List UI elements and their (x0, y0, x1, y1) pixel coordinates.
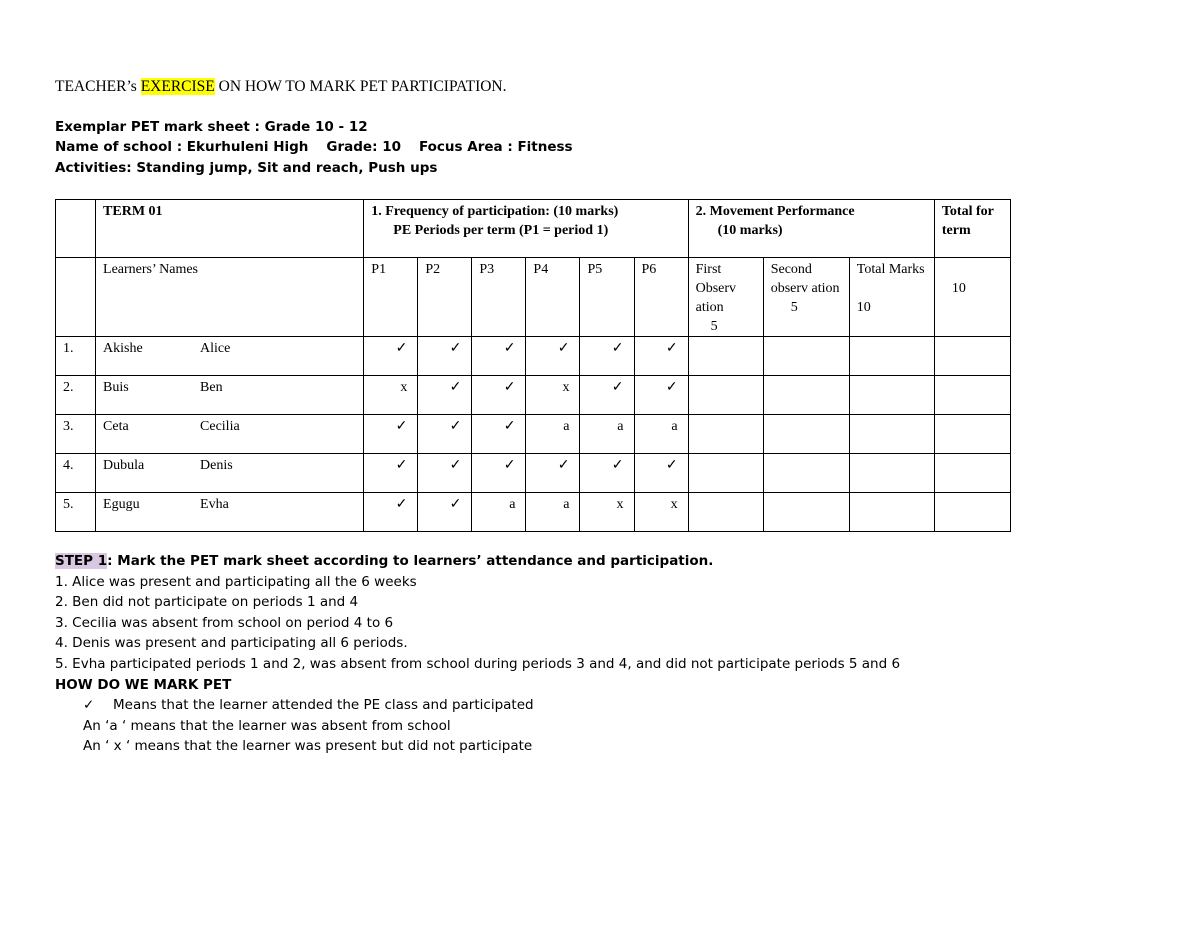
participation-mark-p6[interactable]: ✓ (634, 376, 688, 415)
participation-mark-p2[interactable]: ✓ (418, 337, 472, 376)
participation-mark-p5[interactable]: ✓ (580, 376, 634, 415)
first-observation-cell[interactable] (688, 493, 763, 532)
instruction-item: 5. Evha participated periods 1 and 2, was absent from school during periods 3 and 4, and did not participate periods 5 and 6 (55, 655, 901, 672)
participation-mark-p6[interactable]: x (634, 493, 688, 532)
total-marks-cell[interactable] (849, 415, 934, 454)
second-observation-cell[interactable] (763, 376, 849, 415)
period-header-p1: P1 (364, 258, 418, 337)
total-marks-header: Total Marks 10 (849, 258, 934, 337)
instruction-item: 3. Cecilia was absent from school on period 4 to 6 (55, 614, 394, 631)
learner-name: Ceta Cecilia (96, 415, 364, 454)
term-total-cell[interactable] (934, 493, 1010, 532)
participation-mark-p3[interactable]: ✓ (472, 454, 526, 493)
participation-mark-p3[interactable]: ✓ (472, 376, 526, 415)
tick-legend-line: ✓ Means that the learner attended the PE class and participated (55, 695, 900, 716)
participation-mark-p6[interactable]: ✓ (634, 454, 688, 493)
participation-mark-p5[interactable]: a (580, 415, 634, 454)
participation-mark-p5[interactable]: ✓ (580, 454, 634, 493)
instruction-item: 1. Alice was present and participating all the 6 weeks (55, 573, 417, 590)
second-observation-cell[interactable] (763, 454, 849, 493)
table-row (56, 493, 1011, 532)
total-for-term-header: Total for term (934, 200, 1010, 258)
first-observation-cell[interactable] (688, 337, 763, 376)
page-title (55, 78, 507, 96)
participation-mark-p3[interactable]: ✓ (472, 337, 526, 376)
participation-mark-p2[interactable]: ✓ (418, 493, 472, 532)
second-observation-header: Second observ ation 5 (763, 258, 849, 337)
participation-mark-p4[interactable]: ✓ (526, 454, 580, 493)
title-prefix: TEACHER’s (55, 78, 141, 95)
pet-mark-sheet-table (55, 199, 1011, 532)
period-header-p4: P4 (526, 258, 580, 337)
participation-mark-p2[interactable]: ✓ (418, 415, 472, 454)
learner-name: Buis Ben (96, 376, 364, 415)
table-row (56, 376, 1011, 415)
term-total-cell[interactable] (934, 376, 1010, 415)
participation-mark-p5[interactable]: ✓ (580, 337, 634, 376)
total-marks-cell[interactable] (849, 376, 934, 415)
instructions-section (55, 551, 900, 757)
term-total-cell[interactable] (934, 415, 1010, 454)
learner-name: Akishe Alice (96, 337, 364, 376)
learner-name: Dubula Denis (96, 454, 364, 493)
participation-mark-p3[interactable]: a (472, 493, 526, 532)
table-row (56, 454, 1011, 493)
learner-name: Egugu Evha (96, 493, 364, 532)
term-total-value: 10 (934, 258, 1010, 337)
participation-mark-p1[interactable]: x (364, 376, 418, 415)
total-marks-cell[interactable] (849, 493, 934, 532)
participation-mark-p4[interactable]: a (526, 415, 580, 454)
school-name: Name of school : Ekurhuleni High (55, 139, 309, 155)
participation-mark-p4[interactable]: x (526, 376, 580, 415)
grade-label: Grade: 10 (326, 139, 401, 155)
learner-number: 2. (56, 376, 96, 415)
focus-area: Focus Area : Fitness (418, 139, 573, 155)
instruction-item: 2. Ben did not participate on periods 1 and 4 (55, 594, 359, 611)
period-header-p5: P5 (580, 258, 634, 337)
table-header-row (56, 200, 1011, 258)
first-observation-cell[interactable] (688, 454, 763, 493)
frequency-header: 1. Frequency of participation: (10 marks) PE Periods per term (P1 = period 1) (364, 200, 688, 258)
term-label: TERM 01 (96, 200, 364, 258)
title-suffix: ON HOW TO MARK PET PARTICIPATION. (214, 78, 507, 95)
first-observation-cell[interactable] (688, 415, 763, 454)
learner-number: 1. (56, 337, 96, 376)
table-subheader-row (56, 258, 1011, 337)
how-to-mark-heading: HOW DO WE MARK PET (55, 676, 232, 693)
step-heading: STEP 1: Mark the PET mark sheet according to learners’ attendance and participation. (55, 553, 714, 569)
participation-mark-p1[interactable]: ✓ (364, 337, 418, 376)
participation-mark-p2[interactable]: ✓ (418, 376, 472, 415)
title-highlighted-word: EXERCISE (140, 78, 215, 95)
total-marks-cell[interactable] (849, 337, 934, 376)
learners-names-header: Learners’ Names (96, 258, 364, 337)
school-info-line (55, 139, 573, 155)
period-header-p3: P3 (472, 258, 526, 337)
participation-mark-p3[interactable]: ✓ (472, 415, 526, 454)
not-participating-legend-line: An ‘ x ‘ means that the learner was present but did not participate (83, 738, 533, 755)
mark-sheet-subtitle: Exemplar PET mark sheet : Grade 10 - 12 (55, 119, 368, 135)
period-header-p2: P2 (418, 258, 472, 337)
empty-cell (56, 200, 96, 258)
total-marks-cell[interactable] (849, 454, 934, 493)
participation-mark-p1[interactable]: ✓ (364, 493, 418, 532)
participation-mark-p6[interactable]: a (634, 415, 688, 454)
participation-mark-p4[interactable]: a (526, 493, 580, 532)
participation-mark-p4[interactable]: ✓ (526, 337, 580, 376)
participation-mark-p2[interactable]: ✓ (418, 454, 472, 493)
table-row (56, 415, 1011, 454)
table-row (56, 337, 1011, 376)
term-total-cell[interactable] (934, 337, 1010, 376)
empty-cell (56, 258, 96, 337)
period-header-p6: P6 (634, 258, 688, 337)
activities-line: Activities: Standing jump, Sit and reach, Push ups (55, 160, 438, 176)
second-observation-cell[interactable] (763, 337, 849, 376)
learner-number: 5. (56, 493, 96, 532)
participation-mark-p5[interactable]: x (580, 493, 634, 532)
check-icon: ✓ (83, 697, 95, 714)
term-total-cell[interactable] (934, 454, 1010, 493)
first-observation-header: First Observ ation 5 (688, 258, 763, 337)
learner-number: 3. (56, 415, 96, 454)
first-observation-cell[interactable] (688, 376, 763, 415)
participation-mark-p6[interactable]: ✓ (634, 337, 688, 376)
participation-mark-p1[interactable]: ✓ (364, 454, 418, 493)
second-observation-cell[interactable] (763, 493, 849, 532)
absent-legend-line: An ‘a ‘ means that the learner was absent from school (83, 717, 451, 734)
participation-mark-p1[interactable]: ✓ (364, 415, 418, 454)
second-observation-cell[interactable] (763, 415, 849, 454)
movement-header: 2. Movement Performance (10 marks) (688, 200, 934, 258)
instruction-item: 4. Denis was present and participating all 6 periods. (55, 635, 408, 652)
learner-number: 4. (56, 454, 96, 493)
